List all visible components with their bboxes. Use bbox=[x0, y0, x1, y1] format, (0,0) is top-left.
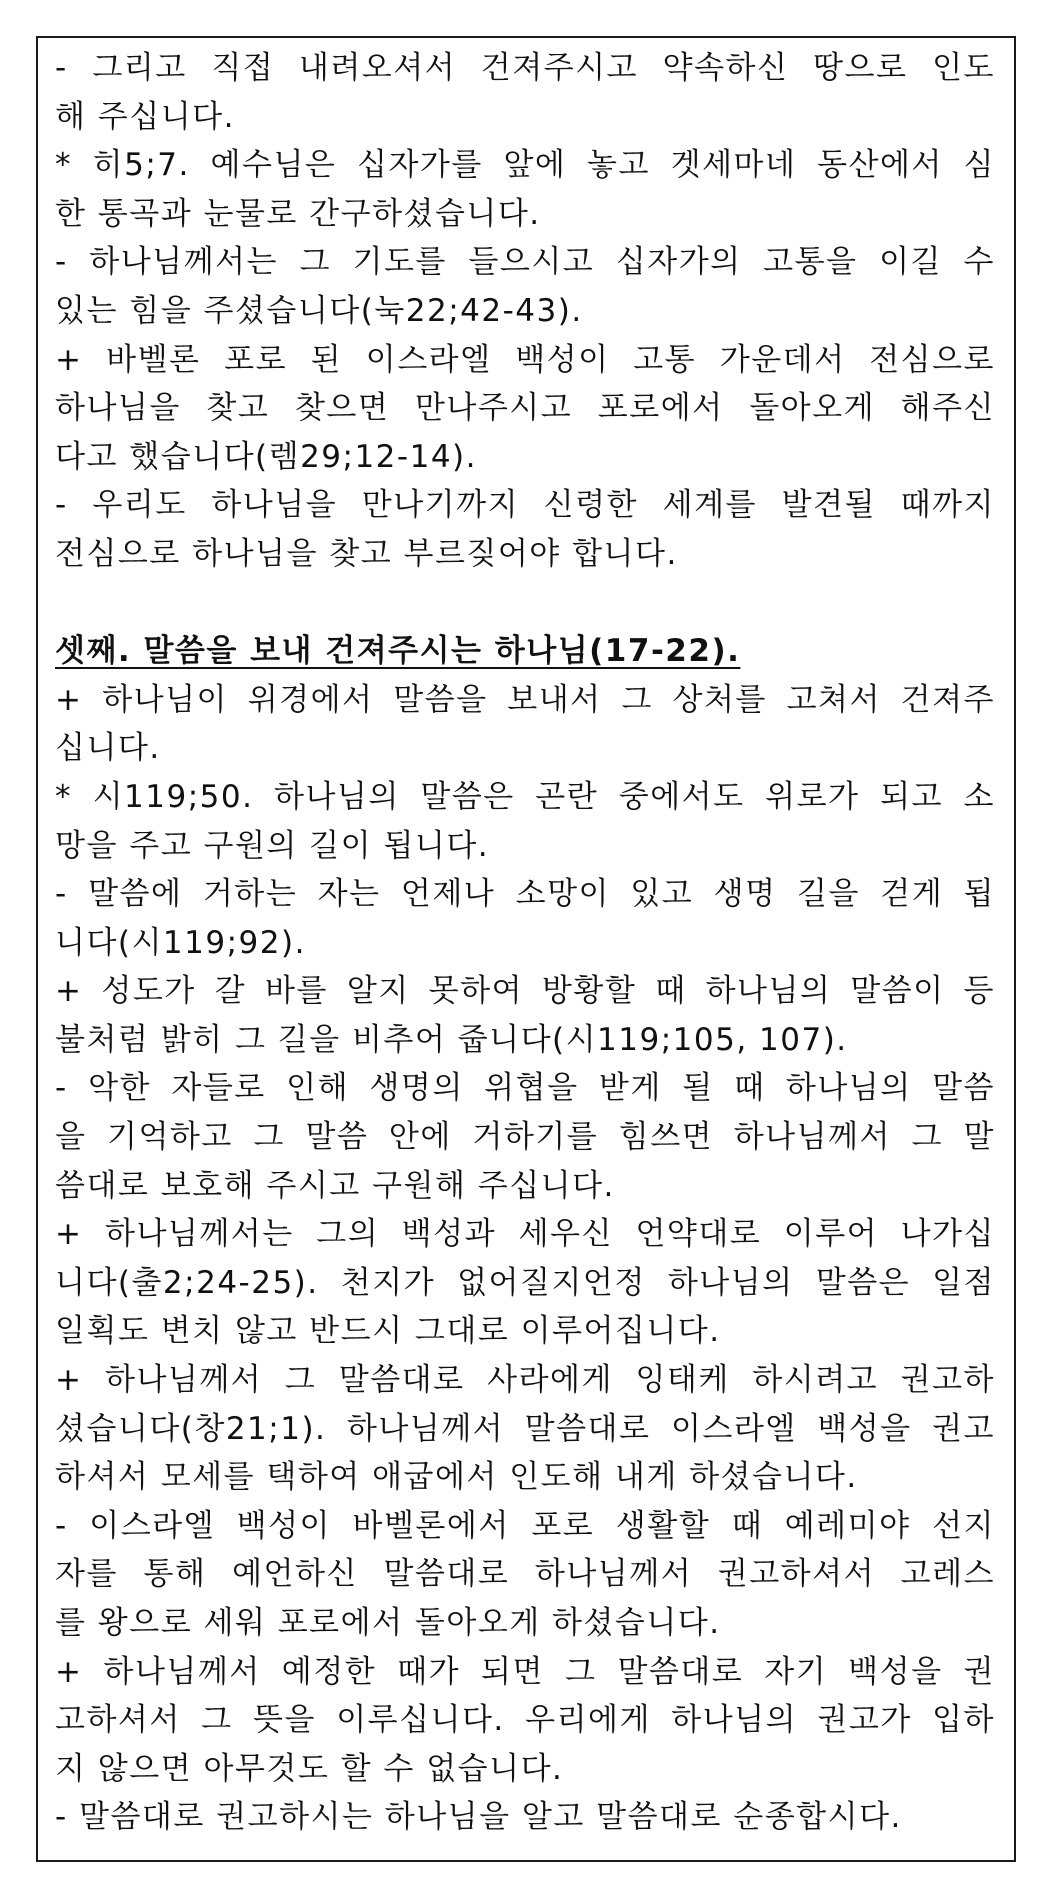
text-line: 불처럼 밝히 그 길을 비추어 줍니다(시119;105, 107). bbox=[55, 1021, 848, 1058]
text-line: 니다(시119;92). bbox=[55, 924, 306, 961]
section-spacer bbox=[55, 579, 995, 628]
text-line: 자를 통해 예언하신 말씀대로 하나님께서 권고하셔서 고레스 bbox=[55, 1556, 995, 1593]
text-line: 지 않으면 아무것도 할 수 없습니다. bbox=[55, 1750, 564, 1787]
text-line: 망을 주고 구원의 길이 됩니다. bbox=[55, 827, 490, 864]
text-line: 고하셔서 그 뜻을 이루십니다. 우리에게 하나님의 권고가 입하 bbox=[55, 1702, 995, 1739]
text-line: - 하나님께서는 그 기도를 들으시고 십자가의 고통을 이길 수 bbox=[55, 244, 995, 281]
text-line: 한 통곡과 눈물로 간구하셨습니다. bbox=[55, 195, 541, 232]
text-line: 셨습니다(창21;1). 하나님께서 말씀대로 이스라엘 백성을 권고 bbox=[55, 1410, 995, 1447]
text-line: + 하나님께서 그 말씀대로 사라에게 잉태케 하시려고 권고하 bbox=[55, 1362, 995, 1399]
text-line: 있는 힘을 주셨습니다(눅22;42-43). bbox=[55, 292, 583, 329]
text-line: - 말씀에 거하는 자는 언제나 소망이 있고 생명 길을 걷게 됩 bbox=[55, 876, 995, 913]
text-line: + 바벨론 포로 된 이스라엘 백성이 고통 가운데서 전심으로 bbox=[55, 341, 995, 378]
text-line: 일획도 변치 않고 반드시 그대로 이루어집니다. bbox=[55, 1313, 721, 1350]
text-line: + 하나님께서 예정한 때가 되면 그 말씀대로 자기 백성을 권 bbox=[55, 1653, 995, 1690]
text-line: 십니다. bbox=[55, 730, 161, 767]
text-line: 니다(출2;24-25). 천지가 없어질지언정 하나님의 말씀은 일점 bbox=[55, 1264, 995, 1301]
text-line: 를 왕으로 세워 포로에서 돌아오게 하셨습니다. bbox=[55, 1605, 721, 1641]
text-line: 하셔서 모세를 택하여 애굽에서 인도해 내게 하셨습니다. bbox=[55, 1459, 858, 1496]
text-line: - 악한 자들로 인해 생명의 위협을 받게 될 때 하나님의 말씀 bbox=[55, 1070, 995, 1107]
text-line: - 말씀대로 권고하시는 하나님을 알고 말씀대로 순종합시다. bbox=[55, 1799, 902, 1836]
text-line: 을 기억하고 그 말씀 안에 거하기를 힘쓰면 하나님께서 그 말 bbox=[55, 1119, 995, 1156]
text-line: * 시119;50. 하나님의 말씀은 곤란 중에서도 위로가 되고 소 bbox=[55, 778, 995, 815]
text-line: - 우리도 하나님을 만나기까지 신령한 세계를 발견될 때까지 bbox=[55, 487, 995, 524]
text-line: - 이스라엘 백성이 바벨론에서 포로 생활할 때 예레미야 선지 bbox=[55, 1507, 995, 1544]
text-line: 전심으로 하나님을 찾고 부르짖어야 합니다. bbox=[55, 535, 678, 572]
text-line: 씀대로 보호해 주시고 구원해 주십니다. bbox=[55, 1167, 615, 1204]
text-line: 다고 했습니다(렘29;12-14). bbox=[55, 438, 477, 475]
text-line: + 성도가 갈 바를 알지 못하여 방황할 때 하나님의 말씀이 등 bbox=[55, 973, 995, 1010]
text-line: + 하나님께서는 그의 백성과 세우신 언약대로 이루어 나가십 bbox=[55, 1216, 995, 1253]
text-line: - 그리고 직접 내려오셔서 건져주시고 약속하신 땅으로 인도 bbox=[55, 50, 995, 86]
text-line: * 히5;7. 예수님은 십자가를 앞에 놓고 겟세마네 동산에서 심 bbox=[55, 147, 995, 184]
text-line: 해 주십니다. bbox=[55, 98, 235, 135]
text-line: 하나님을 찾고 찾으면 만나주시고 포로에서 돌아오게 해주신 bbox=[55, 390, 995, 427]
document-body bbox=[55, 44, 995, 1842]
text-line: + 하나님이 위경에서 말씀을 보내서 그 상처를 고쳐서 건져주 bbox=[55, 681, 995, 718]
section-heading: 셋째. 말씀을 보내 건져주시는 하나님(17-22). bbox=[55, 633, 741, 670]
